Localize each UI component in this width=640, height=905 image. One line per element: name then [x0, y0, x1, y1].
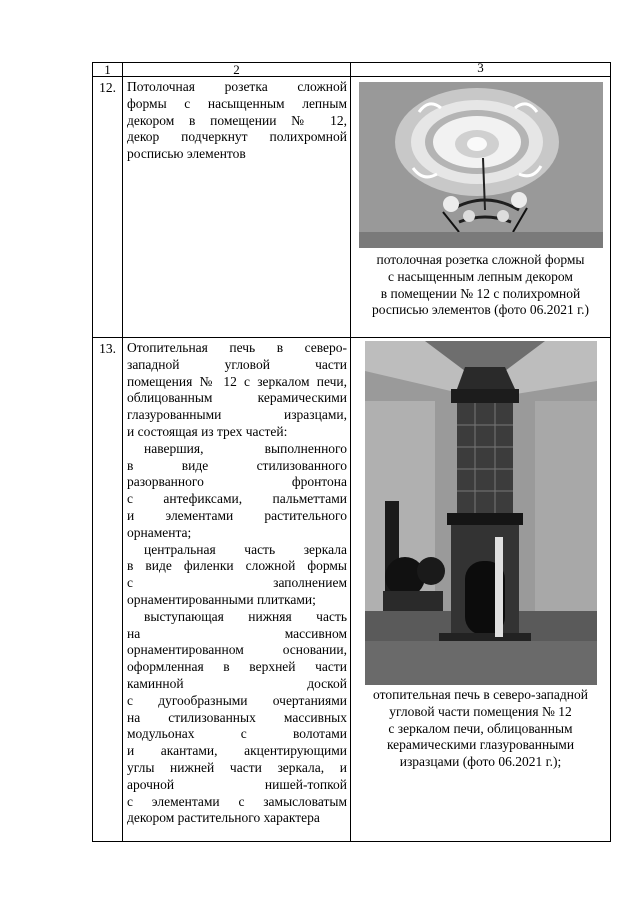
description-line: оформленная в верхней части: [127, 659, 347, 675]
caption-line: потолочная розетка сложной формы: [376, 252, 585, 267]
caption-line: в помещении № 12 с полихромной: [380, 285, 581, 301]
description-line: с элементами с замысловатым: [127, 793, 347, 809]
description-line: разорванного фронтона: [127, 474, 347, 490]
description-line: выступающая нижняя часть: [144, 608, 347, 624]
caption-line: росписью элементов (фото 06.2021 г.): [372, 302, 589, 318]
description-line: с заполнением: [127, 575, 347, 591]
description-line: облицованным керамическими: [127, 390, 347, 406]
description-line: центральная часть зеркала: [144, 541, 347, 557]
description-line: орнамента;: [127, 524, 192, 540]
row-photo-cell: [351, 338, 611, 842]
description-line: в виде филенки сложной формы: [127, 558, 347, 574]
header-col-2: 2: [123, 63, 351, 77]
table-row: [93, 338, 611, 842]
description-line: и состоящая из трех частей:: [127, 423, 288, 439]
description-line: декор подчеркнут полихромной: [127, 129, 347, 145]
description-line: модульонах с волотами: [127, 726, 347, 742]
description-line: западной угловой части: [127, 356, 347, 372]
description-line: помещения № 12 с зеркалом печи,: [127, 373, 347, 389]
caption-line: угловой части помещения № 12: [389, 703, 572, 719]
row-description: [123, 338, 351, 842]
description-line: арочной нишей-топкой: [127, 776, 347, 792]
photo-caption: [351, 252, 610, 319]
tiled-stove-photo: [365, 341, 597, 685]
description-line: с антефиксами, пальметтами: [127, 491, 347, 507]
photo-caption: [351, 687, 610, 771]
description-line: в виде стилизованного: [127, 457, 347, 473]
ceiling-rosette-photo: [359, 82, 603, 248]
description-line: и акантами, акцентирующими: [127, 743, 347, 759]
description-line: с дугообразными очертаниями: [127, 692, 347, 708]
row-number: 13.: [93, 338, 123, 842]
row-number: 12.: [93, 77, 123, 338]
description-line: на массивном: [127, 625, 347, 641]
description-line: навершия, выполненного: [144, 440, 347, 456]
description-line: декором в помещении № 12,: [127, 112, 347, 128]
header-col-1: 1: [93, 63, 123, 77]
header-col-3: 3: [351, 63, 611, 77]
description-line: на стилизованных массивных: [127, 709, 347, 725]
row-photo-cell: [351, 77, 611, 338]
description-line: Потолочная розетка сложной: [127, 79, 347, 94]
table-header-row: [93, 63, 611, 77]
row-description: [123, 77, 351, 338]
caption-line: с зеркалом печи, облицованным: [388, 720, 573, 736]
description-line: формы с насыщенным лепным: [127, 95, 347, 111]
description-line: глазурованными изразцами,: [127, 407, 347, 423]
description-line: и элементами растительного: [127, 507, 347, 523]
caption-line: керамическими глазурованными: [386, 737, 575, 753]
description-line: росписью элементов: [127, 146, 246, 162]
description-line: углы нижней части зеркала, и: [127, 759, 347, 775]
caption-line: изразцами (фото 06.2021 г.);: [399, 754, 562, 770]
table-row: [93, 77, 611, 338]
caption-line: с насыщенным лепным декором: [388, 268, 573, 284]
description-line: каминной доской: [127, 675, 347, 691]
description-line: орнаментированными плитками;: [127, 591, 316, 607]
caption-line: отопительная печь в северо-западной: [373, 687, 588, 702]
description-line: декором растительного характера: [127, 810, 320, 826]
description-line: Отопительная печь в северо-: [127, 340, 347, 355]
monument-elements-table: [92, 62, 611, 842]
description-line: орнаментированном основании,: [127, 642, 347, 658]
